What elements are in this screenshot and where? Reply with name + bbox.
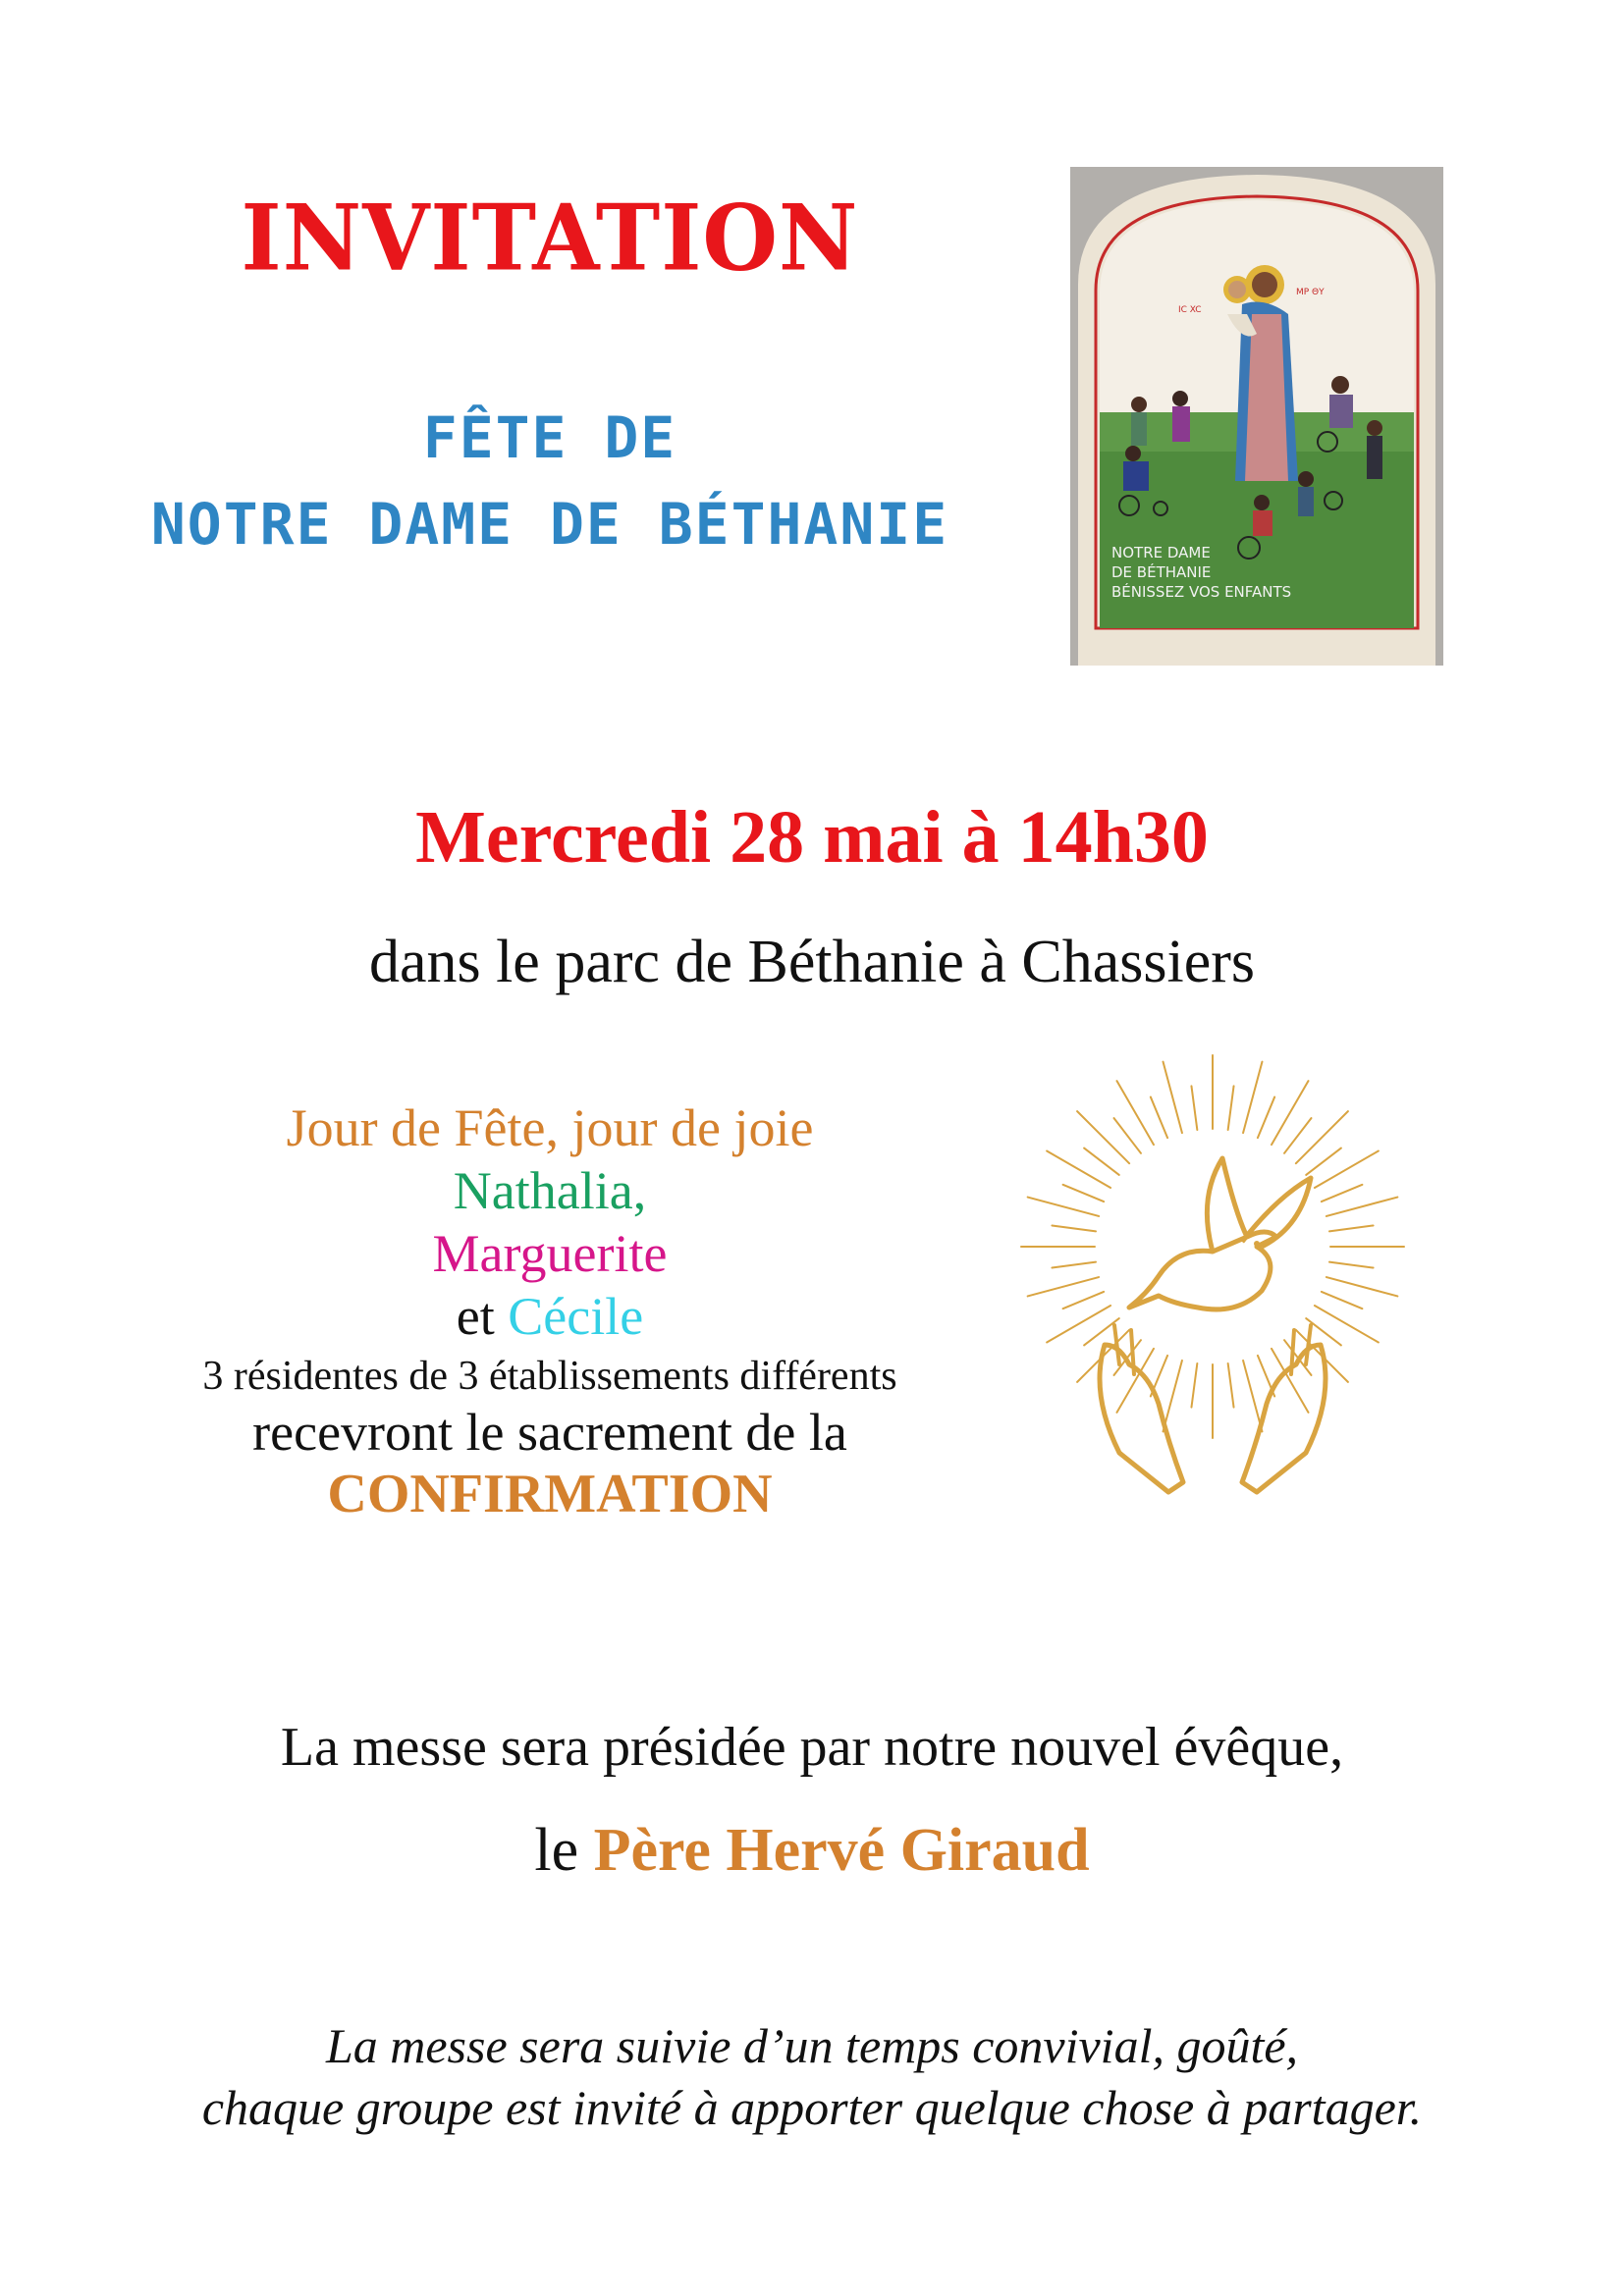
residents-line: 3 résidentes de 3 établissements différents [202,1354,897,1399]
light-ray [1151,1097,1167,1139]
light-ray [1326,1277,1397,1296]
light-ray [1243,1361,1262,1431]
light-ray [1306,1148,1341,1175]
light-ray [1326,1198,1397,1216]
light-ray [1329,1262,1374,1268]
event-place: dans le parc de Béthanie à Chassiers [368,929,1256,995]
feast-line: Jour de Fête, jour de joie [286,1098,814,1157]
light-ray [1028,1277,1099,1296]
icon-caption-line1: NOTRE DAME [1111,544,1211,561]
dove-hands-icon [1011,1050,1414,1512]
light-ray [1322,1185,1363,1201]
light-ray [1191,1363,1197,1408]
name-cecile-line [108,1286,992,1347]
light-ray [1117,1081,1155,1145]
name-cecile: Cécile [508,1287,644,1346]
light-ray [1272,1081,1309,1145]
light-ray [1114,1118,1141,1153]
light-ray [1228,1363,1234,1408]
light-ray [1047,1306,1110,1343]
light-ray [1164,1361,1182,1431]
subtitle-line1: FÊTE DE [422,404,677,471]
confirmation-word: CONFIRMATION [327,1464,773,1524]
bishop-line [118,1816,1506,1886]
light-ray [1028,1198,1099,1216]
light-ray [1063,1185,1105,1201]
name-marguerite: Marguerite [432,1224,668,1283]
icon-label-right: MP ΘΥ [1296,288,1325,297]
icon-label-left: IC XC [1178,305,1202,315]
light-ray [1322,1292,1363,1308]
light-ray [1047,1151,1110,1189]
light-ray [1164,1062,1182,1133]
name-nathalia: Nathalia, [453,1161,647,1220]
et-word: et [456,1287,509,1346]
after-mass-line1: La messe sera suivie d’un temps convivial, goûté, [325,2018,1299,2073]
light-ray [1063,1292,1105,1308]
light-ray [1315,1151,1379,1189]
icon-caption-line3: BÉNISSEZ VOS ENFANTS [1111,583,1292,601]
subtitle-line2: NOTRE DAME DE BÉTHANIE [150,491,949,558]
event-date: Mercredi 28 mai à 14h30 [415,796,1209,879]
receive-line: recevront le sacrement de la [252,1403,847,1462]
light-ray [1052,1262,1096,1268]
after-mass-line2: chaque groupe est invité à apporter quelque chose à partager. [201,2080,1423,2135]
light-ray [1084,1148,1119,1175]
mass-line: La messe sera présidée par notre nouvel évêque, [280,1717,1344,1778]
light-ray [1258,1097,1274,1139]
bishop-name: Père Hervé Giraud [593,1817,1090,1884]
light-ray [1077,1111,1129,1163]
light-ray [1052,1225,1096,1231]
light-ray [1191,1086,1197,1130]
bishop-prefix: le [534,1817,594,1884]
light-ray [1284,1118,1311,1153]
light-ray [1228,1086,1234,1130]
light-ray [1329,1225,1374,1231]
notre-dame-icon-image [1070,167,1443,666]
light-ray [1243,1062,1262,1133]
light-ray [1296,1111,1348,1163]
invitation-title: INVITATION [241,184,859,292]
icon-caption-line2: DE BÉTHANIE [1111,563,1212,581]
light-ray [1315,1306,1379,1343]
